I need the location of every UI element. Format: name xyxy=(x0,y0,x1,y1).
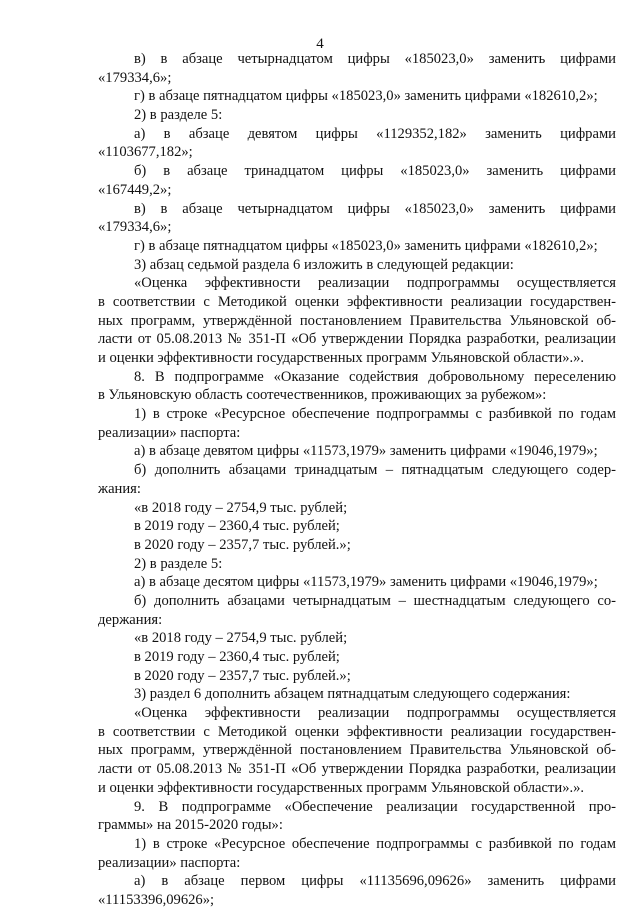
document-line: в 2019 году – 2360,4 тыс. рублей; xyxy=(134,518,340,535)
document-line: реализации» паспорта: xyxy=(98,424,241,441)
document-line: и оценки эффективности государственных программ Ульяновской области».». xyxy=(98,779,585,796)
document-line: б) дополнить абзацами четырнадцатым – шестнадцатым следующего со- xyxy=(134,592,616,609)
document-line: 3) раздел 6 дополнить абзацем пятнадцатым следующего содержания: xyxy=(134,686,571,703)
document-line: в 2019 году – 2360,4 тыс. рублей; xyxy=(134,649,340,665)
document-body xyxy=(98,50,616,910)
document-line: а) в абзаце девятом цифры «11573,1979» заменить цифрами «19046,1979»; xyxy=(134,443,598,460)
document-line: «167449,2»; xyxy=(98,181,172,198)
document-line: «в 2018 году – 2754,9 тыс. рублей; xyxy=(134,630,348,647)
document-line: г) в абзаце пятнадцатом цифры «185023,0» заменить цифрами «182610,2»; xyxy=(134,88,598,105)
document-line: в соответствии с Методикой оценки эффективности реализации государствен- xyxy=(98,293,616,310)
document-line: а) в абзаце десятом цифры «11573,1979» заменить цифрами «19046,1979»; xyxy=(134,574,598,591)
document-line: «Оценка эффективности реализации подпрограммы осуществляется xyxy=(134,705,616,722)
document-line: ласти от 05.08.2013 № 351-П «Об утверждении Порядка разработки, реализации xyxy=(98,331,616,348)
document-line: в Ульяновскую область соотечественников, проживающих за рубежом»: xyxy=(98,387,547,404)
document-line: жания: xyxy=(98,480,141,497)
document-line: в 2020 году – 2357,7 тыс. рублей.»; xyxy=(134,667,351,684)
document-line: в) в абзаце четырнадцатом цифры «185023,0» заменить цифрами xyxy=(134,200,616,217)
document-line: б) дополнить абзацами тринадцатым – пятнадцатым следующего содер- xyxy=(134,462,616,479)
document-line: 1) в строке «Ресурсное обеспечение подпрограммы с разбивкой по годам xyxy=(134,835,616,852)
document-line: «179334,6»; xyxy=(98,69,172,86)
document-line: «1103677,182»; xyxy=(98,144,193,161)
document-line: ных программ, утверждённой постановлением Правительства Ульяновской об- xyxy=(98,742,616,759)
document-line: ласти от 05.08.2013 № 351-П «Об утверждении Порядка разработки, реализации xyxy=(98,761,616,778)
document-line: «11153396,09626»; xyxy=(98,891,215,908)
document-line: «Оценка эффективности реализации подпрограммы осуществляется xyxy=(134,275,616,292)
document-line: ных программ, утверждённой постановлением Правительства Ульяновской об- xyxy=(98,312,616,329)
document-line: реализации» паспорта: xyxy=(98,854,241,871)
document-line: в 2020 году – 2357,7 тыс. рублей.»; xyxy=(134,536,351,553)
document-line: б) в абзаце тринадцатом цифры «185023,0» заменить цифрами xyxy=(134,163,616,180)
document-line: «179334,6»; xyxy=(98,219,172,236)
document-line: 2) в разделе 5: xyxy=(134,555,223,572)
document-line: в соответствии с Методикой оценки эффективности реализации государствен- xyxy=(98,723,616,740)
document-line: г) в абзаце пятнадцатом цифры «185023,0» заменить цифрами «182610,2»; xyxy=(134,237,598,254)
document-line: 9. В подпрограмме «Обеспечение реализации государственной про- xyxy=(134,798,616,815)
document-line: и оценки эффективности государственных программ Ульяновской области».». xyxy=(98,350,585,366)
document-line: в) в абзаце четырнадцатом цифры «185023,0» заменить цифрами xyxy=(134,51,616,67)
document-line: держания: xyxy=(98,611,163,628)
page-number: 4 xyxy=(316,36,324,52)
document-line: граммы» на 2015-2020 годы»: xyxy=(98,817,283,834)
document-line: а) в абзаце девятом цифры «1129352,182» заменить цифрами xyxy=(134,125,616,142)
document-line: а) в абзаце первом цифры «11135696,09626» заменить цифрами xyxy=(134,873,616,890)
document-line: 1) в строке «Ресурсное обеспечение подпрограммы с разбивкой по годам xyxy=(134,406,616,423)
document-line: «в 2018 году – 2754,9 тыс. рублей; xyxy=(134,499,348,516)
document-line: 8. В подпрограмме «Оказание содействия добровольному переселению xyxy=(134,368,616,385)
document-line: 3) абзац седьмой раздела 6 изложить в следующей редакции: xyxy=(134,256,514,273)
document-line: 2) в разделе 5: xyxy=(134,107,223,124)
